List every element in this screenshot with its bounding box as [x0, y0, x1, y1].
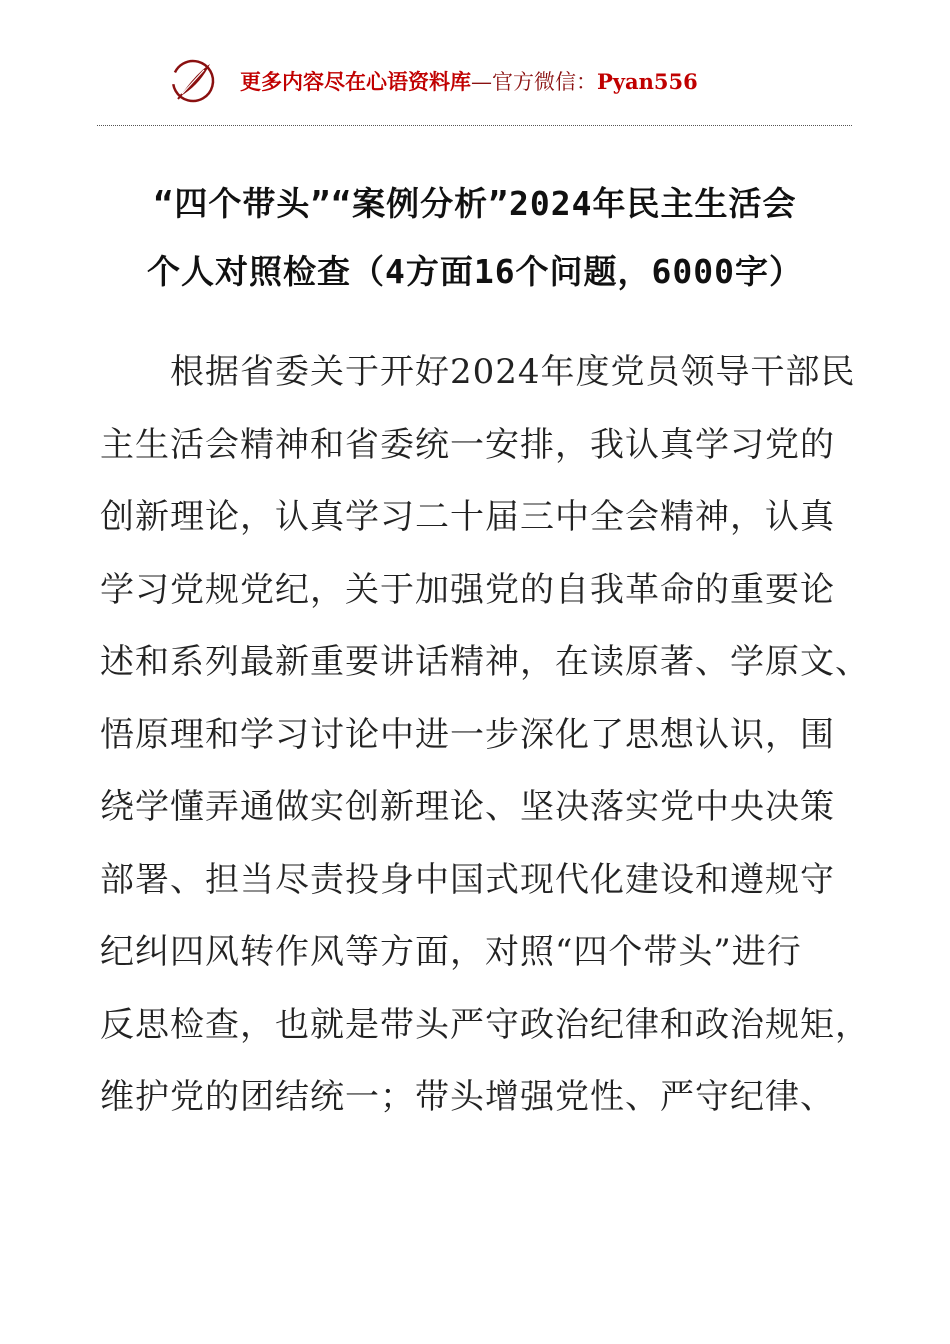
body-line: 述和系列最新重要讲话精神，在读原著、学原文、: [100, 642, 870, 682]
body-line: 反思检查，也就是带头严守政治纪律和政治规矩，: [100, 1004, 870, 1045]
body-line: 学习党规党纪，关于加强党的自我革命的重要论: [100, 569, 835, 610]
document-title: [70, 170, 880, 306]
body-line: 根据省委关于开好2024年度党员领导干部民: [170, 352, 856, 392]
library-text: 更多内容尽在心语资料库: [240, 69, 471, 94]
wechat-id: Pyan556: [597, 69, 698, 94]
body-line: 绕学懂弄通做实创新理论、坚决落实党中央决策: [100, 787, 835, 827]
body-line: 维护党的团结统一；带头增强党性、严守纪律、: [100, 1077, 835, 1117]
body-line: 悟原理和学习讨论中进一步深化了思想认识，围: [100, 714, 835, 755]
document-body: [100, 336, 870, 1134]
wechat-label: 官方微信：: [492, 70, 597, 94]
body-line: 纪纠四风转作风等方面，对照“四个带头”进行: [100, 932, 802, 972]
quill-pen-logo-icon: [168, 56, 218, 106]
body-line: 创新理论，认真学习二十届三中全会精神，认真: [100, 497, 835, 537]
body-line: 部署、担当尽责投身中国式现代化建设和遵规守: [100, 859, 835, 900]
header-dash: —: [471, 70, 492, 94]
title-line: “四个带头”“案例分析”2024年民主生活会: [153, 184, 797, 223]
body-line: 主生活会精神和省委统一安排，我认真学习党的: [100, 424, 835, 465]
header: [168, 56, 698, 106]
title-line: 个人对照检查（4方面16个问题，6000字）: [146, 252, 804, 291]
header-divider: [97, 125, 852, 126]
header-banner: [240, 66, 698, 96]
